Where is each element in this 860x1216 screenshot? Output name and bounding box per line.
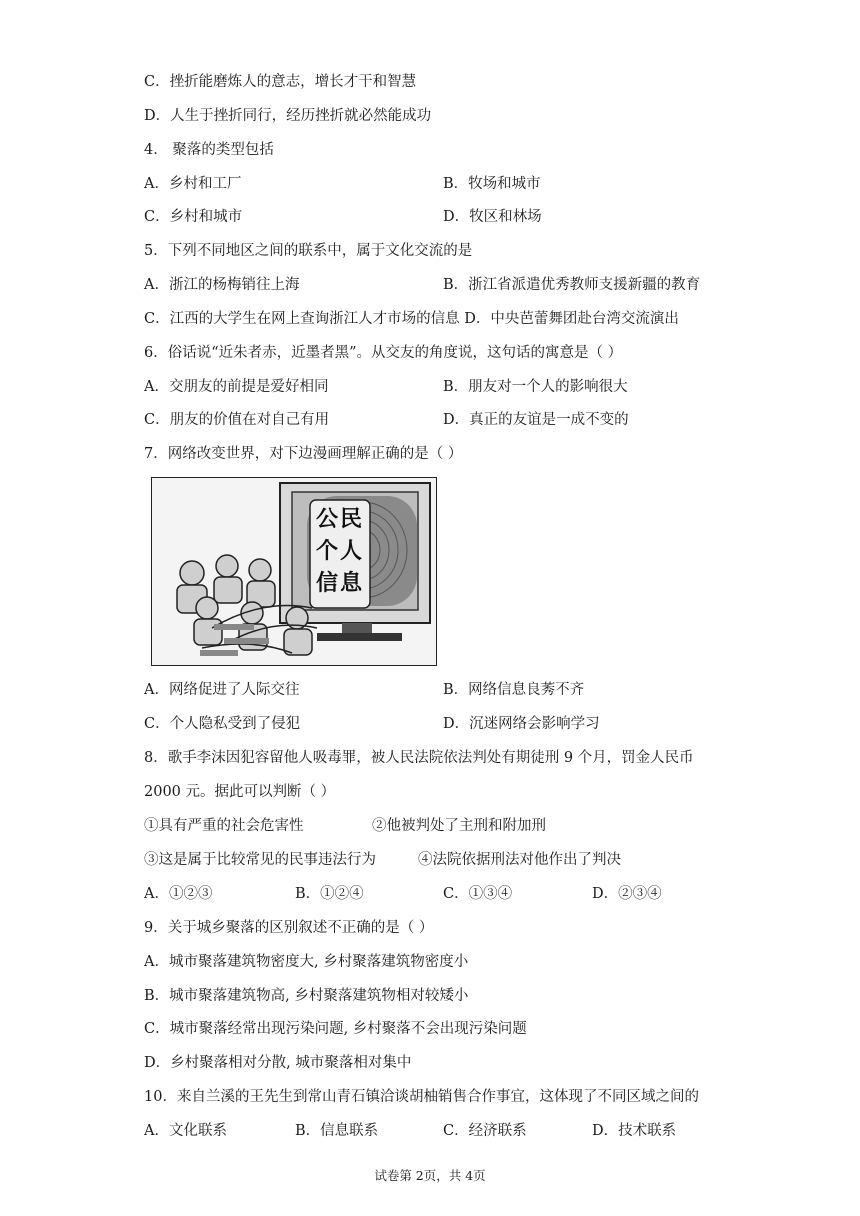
question-10-option-b: B．信息联系	[295, 1123, 379, 1139]
cartoon-illustration	[151, 477, 437, 666]
question-10-option-a: A．文化联系	[144, 1123, 227, 1139]
question-9-stem: 9．关于城乡聚落的区别叙述不正确的是（ ）	[144, 920, 434, 936]
question-8-option-d: D．②③④	[592, 886, 662, 902]
question-6-option-c: C．朋友的价值在对自己有用	[144, 412, 330, 428]
sign-character: 信	[315, 571, 339, 596]
question-8-stem-line-1: 8．歌手李沫因犯容留他人吸毒罪，被人民法院依法判处有期徒刑 9 个月，罚金人民币	[144, 750, 694, 766]
question-8-statement-3: ③这是属于比较常见的民事违法行为	[144, 852, 376, 868]
question-5-option-b: B．浙江省派遣优秀教师支援新疆的教育	[443, 277, 701, 293]
question-4-stem: 4． 聚落的类型包括	[144, 142, 274, 158]
question-9-option-a: A．城市聚落建筑物密度大, 乡村聚落建筑物密度小	[144, 954, 469, 970]
page-footer: 试卷第 2页，共 4页	[374, 1168, 486, 1183]
question-3-option-c: C．挫折能磨炼人的意志，增长才干和智慧	[144, 74, 417, 90]
question-8-statement-2: ②他被判处了主刑和附加刑	[372, 818, 546, 834]
question-6-option-a: A．交朋友的前提是爱好相同	[144, 379, 329, 395]
question-8-statement-4: ④法院依据刑法对他作出了判决	[418, 852, 621, 868]
monitor-stand	[342, 623, 372, 633]
question-6-option-b: B．朋友对一个人的影响很大	[443, 379, 628, 395]
question-4-option-a: A．乡村和工厂	[144, 176, 242, 192]
monitor-base	[317, 633, 402, 641]
question-8-option-b: B．①②④	[295, 886, 364, 902]
question-3-option-d: D．人生于挫折同行，经历挫折就必然能成功	[144, 108, 432, 124]
question-10-option-c: C．经济联系	[443, 1123, 527, 1139]
question-5-stem: 5．下列不同地区之间的联系中，属于文化交流的是	[144, 243, 473, 259]
question-9-option-c: C．城市聚落经常出现污染问题, 乡村聚落不会出现污染问题	[144, 1021, 527, 1037]
question-7-option-a: A．网络促进了人际交往	[144, 682, 300, 698]
sign-text	[316, 507, 363, 596]
cartoon-drawing	[152, 478, 436, 665]
question-8-statement-1: ①具有严重的社会危害性	[144, 818, 304, 834]
sign-character: 个	[315, 539, 339, 564]
question-9-option-d: D．乡村聚落相对分散, 城市聚落相对集中	[144, 1055, 412, 1071]
question-7-option-d: D．沉迷网络会影响学习	[443, 716, 600, 732]
question-7-option-b: B．网络信息良莠不齐	[443, 682, 585, 698]
sign-character: 息	[339, 571, 363, 596]
question-5-options-c-d: C．江西的大学生在网上查询浙江人才市场的信息 D．中央芭蕾舞团赴台湾交流演出	[144, 311, 679, 327]
question-4-option-c: C．乡村和城市	[144, 209, 243, 225]
question-4-option-d: D．牧区和林场	[443, 209, 542, 225]
question-7-option-c: C．个人隐私受到了侵犯	[144, 716, 301, 732]
question-6-stem: 6．俗话说“近朱者赤，近墨者黑”。从交友的角度说，这句话的寓意是（ ）	[144, 345, 623, 361]
question-8-stem-line-2: 2000 元。据此可以判断（ ）	[144, 784, 336, 800]
question-9-option-b: B．城市聚落建筑物高, 乡村聚落建筑物相对较矮小	[144, 988, 469, 1004]
question-5-option-a: A．浙江的杨梅销往上海	[144, 277, 300, 293]
sign-character: 公	[315, 507, 339, 532]
question-10-stem: 10．来自兰溪的王先生到常山青石镇洽谈胡柚销售合作事宜，这体现了不同区域之间的	[144, 1089, 699, 1105]
question-7-stem: 7．网络改变世界，对下边漫画理解正确的是（ ）	[144, 446, 463, 462]
question-8-option-a: A．①②③	[144, 886, 213, 902]
question-10-option-d: D．技术联系	[592, 1123, 677, 1139]
sign-character: 人	[339, 539, 363, 564]
question-6-option-d: D．真正的友谊是一成不变的	[443, 412, 629, 428]
question-8-option-c: C．①③④	[443, 886, 513, 902]
question-4-option-b: B．牧场和城市	[443, 176, 541, 192]
sign-character: 民	[339, 507, 363, 532]
